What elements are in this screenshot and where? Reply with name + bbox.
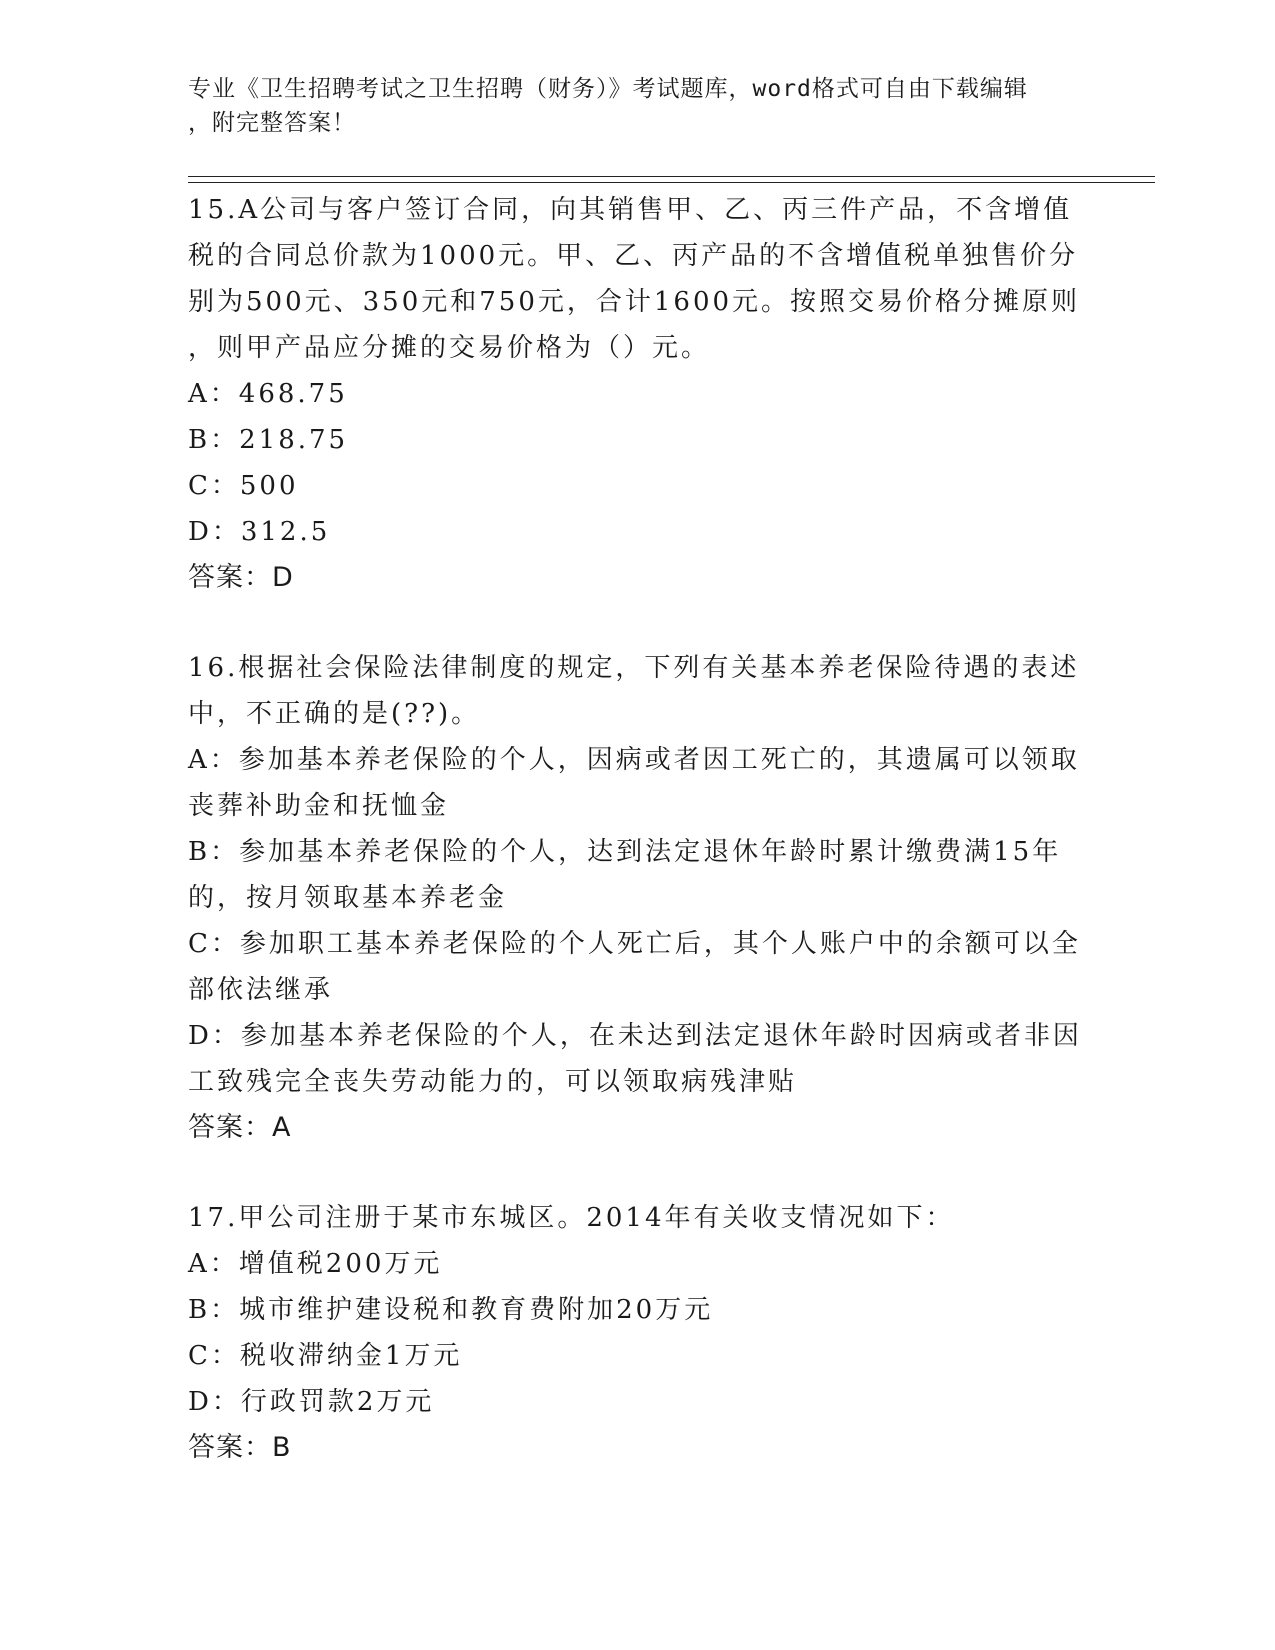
- question-stem-line: 中，不正确的是(??)。: [188, 699, 481, 729]
- question-stem-line: 别为500元、350元和750元，合计1600元。按照交易价格分摊原则: [188, 287, 1081, 317]
- answer-label: 答案：A: [188, 1112, 292, 1143]
- header-line-1: 专业《卫生招聘考试之卫生招聘（财务）》考试题库，word格式可自由下载编辑: [188, 76, 1028, 102]
- question-stem-line: 税的合同总价款为1000元。甲、乙、丙产品的不含增值税单独售价分: [188, 241, 1079, 271]
- option-c: C：参加职工基本养老保险的个人死亡后，其个人账户中的余额可以全: [188, 929, 1081, 959]
- header-divider-top: [188, 176, 1155, 177]
- question-stem-line: ，则甲产品应分摊的交易价格为（）元。: [188, 333, 711, 363]
- option-a: A：468.75: [188, 379, 348, 409]
- document-header: [188, 72, 1068, 140]
- answer-label: 答案：B: [188, 1432, 292, 1463]
- option-b: B：参加基本养老保险的个人，达到法定退休年龄时累计缴费满15年: [188, 837, 1062, 867]
- question-stem-line: 16.根据社会保险法律制度的规定，下列有关基本养老保险待遇的表述: [188, 653, 1080, 683]
- question-15: [188, 187, 1088, 601]
- option-a-continued: 丧葬补助金和抚恤金: [188, 791, 450, 821]
- option-b: B：218.75: [188, 425, 349, 455]
- option-b-continued: 的，按月领取基本养老金: [188, 883, 508, 913]
- question-stem-line: 17.甲公司注册于某市东城区。2014年有关收支情况如下：: [188, 1203, 955, 1233]
- option-b: B：城市维护建设税和教育费附加20万元: [188, 1295, 714, 1325]
- option-d: D：行政罚款2万元: [188, 1387, 435, 1417]
- header-divider-bottom: [188, 182, 1155, 183]
- header-line-2: ，附完整答案！: [188, 110, 356, 136]
- option-a: A：参加基本养老保险的个人，因病或者因工死亡的，其遗属可以领取: [188, 745, 1080, 775]
- answer-label: 答案：D: [188, 562, 294, 593]
- question-17: [188, 1195, 1088, 1471]
- option-d: D：参加基本养老保险的个人，在未达到法定退休年龄时因病或者非因: [188, 1021, 1082, 1051]
- option-d-continued: 工致残完全丧失劳动能力的，可以领取病残津贴: [188, 1067, 798, 1097]
- question-16: [188, 645, 1088, 1151]
- option-c: C：税收滞纳金1万元: [188, 1341, 463, 1371]
- option-c-continued: 部依法继承: [188, 975, 334, 1005]
- option-d: D：312.5: [188, 517, 331, 547]
- option-a: A：增值税200万元: [188, 1249, 443, 1279]
- option-c: C：500: [188, 471, 299, 501]
- question-stem-line: 15.A公司与客户签订合同，向其销售甲、乙、丙三件产品，不含增值: [188, 195, 1073, 225]
